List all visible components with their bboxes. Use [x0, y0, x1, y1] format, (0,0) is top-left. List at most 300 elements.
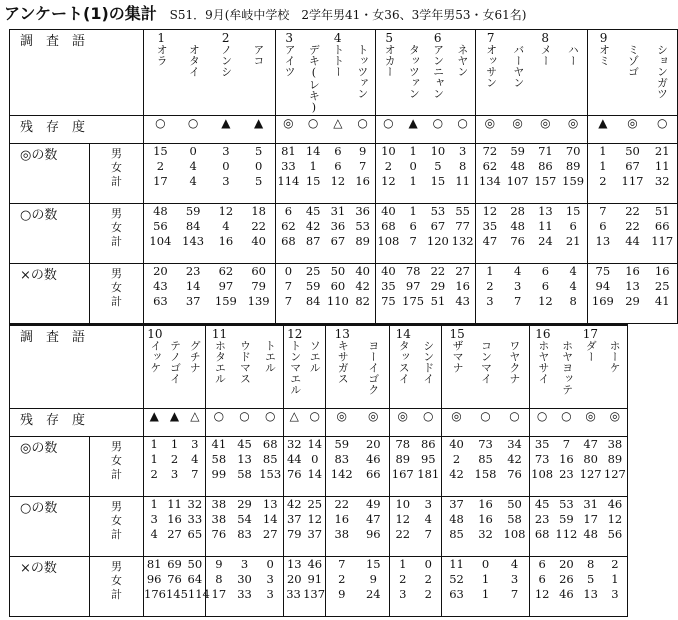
survival-symbols — [144, 409, 205, 423]
count-value: 12 — [538, 294, 553, 308]
survival-symbols — [206, 409, 283, 423]
count-value: 20 — [286, 572, 302, 586]
circle-values — [376, 204, 475, 249]
cross-values — [442, 557, 529, 602]
cross-values — [476, 264, 587, 309]
count-value: 117 — [651, 234, 674, 248]
total-values — [530, 587, 627, 602]
survival-symbol: ○ — [357, 116, 368, 130]
count-value: 167 — [391, 467, 414, 481]
word-number: 8 — [541, 31, 549, 45]
count-value: 2 — [170, 452, 179, 466]
count-value: 7 — [510, 587, 519, 601]
gender-female: 女 — [111, 281, 122, 294]
double-circle-values — [276, 144, 375, 189]
survival-symbol: ▲ — [149, 409, 159, 423]
survival-symbol: ◎ — [585, 409, 596, 423]
word-block — [476, 30, 588, 116]
cross-label — [10, 264, 89, 283]
gender-label-cell — [90, 557, 144, 617]
count-value: 175 — [402, 294, 425, 308]
count-value: 6 — [409, 219, 417, 233]
count-value: 14 — [305, 144, 321, 158]
count-value: 159 — [562, 174, 585, 188]
count-value: 1 — [481, 572, 490, 586]
circle-row — [10, 204, 678, 264]
count-value: 83 — [237, 527, 252, 541]
word-label-cell — [10, 30, 144, 116]
count-value: 40 — [355, 264, 370, 278]
word-text: トエル — [263, 340, 277, 373]
word-text: デキ(レキ) — [307, 44, 321, 114]
count-value: 17 — [153, 174, 168, 188]
word-block — [442, 325, 530, 409]
survival-block — [144, 116, 276, 144]
count-value: 0 — [311, 452, 319, 466]
count-value: 0 — [424, 557, 432, 571]
count-value: 43 — [153, 279, 168, 293]
male-values — [530, 497, 627, 512]
count-value: 62 — [281, 219, 296, 233]
count-value: 20 — [559, 557, 574, 571]
word-text: ノンシ — [219, 44, 233, 77]
survival-block — [530, 409, 628, 437]
count-value: 76 — [167, 572, 182, 586]
survey-word — [450, 32, 474, 99]
male-values — [390, 437, 441, 452]
word-text: ホーケ — [608, 340, 622, 373]
survival-symbol: ◎ — [540, 116, 551, 130]
survival-symbol: △ — [289, 409, 299, 423]
female-values — [442, 512, 529, 527]
count-value: 27 — [455, 264, 470, 278]
gender-label-cell — [90, 144, 144, 204]
count-value: 28 — [510, 204, 525, 218]
word-text: ハー — [566, 44, 580, 66]
count-value: 107 — [506, 174, 529, 188]
count-value: 76 — [211, 527, 227, 541]
count-value: 24 — [365, 587, 381, 601]
double-circle-block — [144, 144, 276, 204]
count-value: 29 — [237, 497, 252, 511]
count-value: 78 — [395, 437, 411, 451]
word-block — [390, 325, 442, 409]
count-value: 15 — [305, 174, 321, 188]
count-value: 5 — [434, 159, 442, 173]
count-value: 84 — [305, 294, 321, 308]
count-value: 87 — [305, 234, 321, 248]
count-value: 176 — [144, 587, 166, 601]
count-value: 17 — [211, 587, 227, 601]
count-value: 15 — [153, 144, 168, 158]
count-value: 3 — [191, 437, 199, 451]
female-values — [530, 512, 627, 527]
male-values — [588, 264, 677, 279]
double-circle-block — [326, 437, 390, 497]
count-value: 6 — [541, 264, 550, 278]
count-value: 48 — [153, 204, 168, 218]
count-value: 35 — [482, 219, 498, 233]
total-values — [144, 174, 275, 189]
male-values — [144, 497, 205, 512]
count-value: 3 — [266, 572, 274, 586]
count-value: 34 — [507, 437, 522, 451]
word-text: コンマイ — [479, 340, 493, 384]
word-text: ミゾゴ — [626, 44, 640, 77]
total-values — [588, 294, 677, 309]
survival-symbol: ○ — [309, 409, 320, 423]
survival-symbol: ◎ — [627, 116, 638, 130]
word-number: 16 — [535, 327, 551, 341]
word-text: イッケ — [148, 340, 162, 373]
count-value: 2 — [486, 279, 494, 293]
total-values — [144, 467, 205, 482]
male-values — [144, 557, 205, 572]
word-text: オカー — [383, 44, 397, 77]
cross-label-cell — [10, 557, 90, 617]
count-value: 32 — [187, 497, 203, 511]
count-value: 33 — [281, 159, 296, 173]
female-values — [326, 512, 389, 527]
count-value: 1 — [150, 497, 158, 511]
word-text: ホヤヨッテ — [560, 340, 574, 395]
count-value: 4 — [189, 174, 197, 188]
word-text: アイツ — [283, 44, 297, 77]
count-value: 21 — [565, 234, 581, 248]
count-value: 23 — [185, 264, 201, 278]
word-group — [284, 326, 325, 395]
count-value: 114 — [277, 174, 300, 188]
survival-block — [476, 116, 588, 144]
count-value: 137 — [303, 587, 326, 601]
female-values — [588, 279, 677, 294]
count-value: 47 — [482, 234, 498, 248]
count-value: 24 — [538, 234, 553, 248]
total-values — [476, 234, 587, 249]
double-circle-block — [276, 144, 376, 204]
survival-block — [588, 116, 678, 144]
count-value: 59 — [185, 204, 201, 218]
count-value: 40 — [381, 264, 396, 278]
cross-block — [276, 264, 376, 324]
female-values — [442, 572, 529, 587]
word-number: 4 — [333, 31, 342, 45]
circle-block — [530, 497, 628, 557]
survival-symbol: ◎ — [397, 409, 408, 423]
count-value: 10 — [430, 144, 446, 158]
word-number: 6 — [433, 31, 442, 45]
count-value: 51 — [430, 294, 446, 308]
count-value: 4 — [191, 452, 199, 466]
count-value: 89 — [607, 452, 623, 466]
count-value: 46 — [307, 557, 323, 571]
count-value: 27 — [262, 527, 278, 541]
count-value: 12 — [381, 174, 396, 188]
word-block — [206, 325, 284, 409]
count-value: 16 — [478, 512, 493, 526]
survival-symbols — [284, 409, 325, 423]
cross-label-cell — [10, 264, 90, 324]
count-value: 31 — [583, 497, 598, 511]
circle-block — [206, 497, 284, 557]
count-value: 42 — [507, 452, 522, 466]
word-block — [276, 30, 376, 116]
count-value: 13 — [625, 279, 640, 293]
word-block — [530, 325, 628, 409]
count-value: 6 — [541, 279, 550, 293]
count-value: 7 — [562, 437, 571, 451]
count-value: 6 — [334, 159, 342, 173]
count-value: 76 — [286, 467, 302, 481]
count-value: 16 — [334, 512, 350, 526]
count-value: 46 — [607, 497, 623, 511]
cross-values — [144, 264, 275, 309]
word-group — [144, 30, 275, 77]
survival-label-text: 残 存 度 — [20, 413, 86, 428]
male-values — [326, 437, 389, 452]
word-text: バーヤン — [511, 44, 525, 88]
circle-values — [530, 497, 627, 542]
count-value: 0 — [481, 557, 490, 571]
count-value: 22 — [251, 219, 266, 233]
survival-symbol: ◎ — [512, 116, 523, 130]
count-value: 21 — [654, 144, 670, 158]
survey-word — [305, 328, 325, 395]
count-value: 68 — [381, 219, 396, 233]
count-value: 25 — [307, 497, 323, 511]
double-circle-values — [144, 437, 205, 482]
count-value: 82 — [355, 294, 370, 308]
total-values — [442, 587, 529, 602]
male-values — [144, 144, 275, 159]
male-values — [390, 497, 441, 512]
female-values — [390, 452, 441, 467]
survey-word — [602, 328, 626, 395]
gender-label-cell — [90, 264, 144, 324]
count-value: 81 — [281, 144, 296, 158]
gender-male: 男 — [111, 147, 122, 160]
circle-block — [442, 497, 530, 557]
male-values — [376, 144, 475, 159]
total-values — [284, 467, 325, 482]
double-circle-values — [442, 437, 529, 482]
word-text: ションガツ — [655, 44, 669, 99]
double-circle-block — [284, 437, 326, 497]
gender-female: 女 — [111, 454, 122, 467]
count-value: 14 — [262, 512, 278, 526]
male-values — [144, 437, 205, 452]
total-values — [376, 174, 475, 189]
count-value: 80 — [583, 452, 598, 466]
total-values — [390, 527, 441, 542]
count-value: 9 — [358, 144, 367, 158]
female-values — [276, 219, 375, 234]
count-value: 16 — [559, 452, 574, 466]
count-value: 60 — [330, 279, 346, 293]
count-value: 55 — [455, 204, 470, 218]
count-value: 66 — [365, 467, 381, 481]
count-value: 4 — [150, 527, 158, 541]
count-value: 3 — [222, 144, 230, 158]
count-value: 16 — [218, 234, 234, 248]
female-values — [476, 279, 587, 294]
count-value: 48 — [510, 219, 525, 233]
male-values — [376, 264, 475, 279]
count-value: 16 — [455, 279, 470, 293]
survey-word — [165, 328, 185, 384]
female-values — [476, 159, 587, 174]
female-values — [144, 159, 275, 174]
survival-symbol: ▲ — [408, 116, 418, 130]
gender-female: 女 — [111, 161, 122, 174]
total-values — [326, 467, 389, 482]
survival-symbol: ◎ — [484, 116, 496, 130]
word-text: シンドイ — [421, 340, 435, 384]
count-value: 7 — [338, 557, 346, 571]
female-values — [530, 572, 627, 587]
count-value: 1 — [309, 159, 317, 173]
count-value: 79 — [251, 279, 266, 293]
female-values — [326, 572, 389, 587]
total-values — [144, 587, 210, 602]
male-values — [376, 204, 475, 219]
survival-symbol: ▲ — [254, 116, 264, 130]
survey-subtitle: S51．9月(牟岐中学校 2学年男41・女36、3学年男53・女61名) — [169, 8, 527, 22]
survival-symbol: ◎ — [368, 409, 379, 423]
male-values — [476, 264, 587, 279]
count-value: 15 — [365, 557, 381, 571]
survival-label — [10, 116, 143, 135]
count-value: 8 — [569, 294, 577, 308]
word-number: 2 — [221, 31, 230, 45]
count-value: 96 — [146, 572, 162, 586]
survival-symbol: ○ — [239, 409, 250, 423]
count-value: 4 — [424, 512, 432, 526]
cross-row — [10, 557, 628, 617]
gender-label-cell — [90, 437, 144, 497]
count-value: 169 — [591, 294, 614, 308]
count-value: 4 — [513, 264, 522, 278]
count-value: 13 — [538, 204, 553, 218]
word-text: ホタエル — [213, 340, 227, 384]
count-value: 49 — [365, 497, 381, 511]
count-value: 14 — [307, 467, 323, 481]
female-values — [144, 512, 205, 527]
word-group — [206, 326, 283, 384]
count-value: 59 — [510, 144, 525, 158]
male-values — [476, 144, 587, 159]
circle-values — [442, 497, 529, 542]
male-values — [588, 204, 677, 219]
survival-symbol: ◎ — [609, 409, 621, 423]
total-values — [476, 294, 587, 309]
count-value: 73 — [478, 437, 493, 451]
count-value: 0 — [189, 144, 197, 158]
total-values — [206, 587, 283, 602]
word-number: 13 — [334, 327, 350, 341]
count-value: 97 — [405, 279, 421, 293]
circle-block — [144, 204, 276, 264]
male-values — [276, 144, 375, 159]
count-value: 15 — [565, 204, 581, 218]
survival-symbol: ○ — [656, 116, 668, 130]
cross-label-text: ×の数 — [20, 268, 57, 283]
count-value: 11 — [167, 497, 182, 511]
cross-values — [376, 264, 475, 309]
count-value: 8 — [586, 557, 595, 571]
count-value: 46 — [559, 587, 574, 601]
survey-word — [471, 328, 499, 384]
gender-labels — [90, 437, 143, 482]
word-text: トッツァン — [355, 44, 369, 99]
word-text: オミ — [597, 44, 611, 66]
circle-label-text: ○の数 — [20, 208, 58, 223]
circle-row — [10, 497, 628, 557]
double-circle-block — [476, 144, 588, 204]
count-value: 56 — [607, 527, 623, 541]
gender-male: 男 — [111, 207, 122, 220]
survival-label-cell — [10, 116, 144, 144]
count-value: 10 — [395, 497, 411, 511]
gender-total: 計 — [111, 235, 122, 248]
word-group — [326, 326, 389, 395]
survey-word — [358, 328, 389, 395]
gender-total: 計 — [111, 588, 122, 601]
count-value: 35 — [534, 437, 550, 451]
count-value: 12 — [330, 174, 346, 188]
count-value: 53 — [355, 219, 370, 233]
cross-values — [326, 557, 389, 602]
count-value: 20 — [153, 264, 168, 278]
total-values — [390, 467, 441, 482]
count-value: 11 — [449, 557, 464, 571]
gender-labels — [90, 497, 143, 542]
word-text: アンニャン — [431, 44, 445, 99]
survival-symbol: ◎ — [567, 116, 579, 130]
female-values — [588, 159, 677, 174]
survival-block — [376, 116, 476, 144]
count-value: 42 — [305, 219, 321, 233]
double-circle-label-cell — [10, 144, 90, 204]
count-value: 89 — [395, 452, 411, 466]
word-label-cell — [10, 325, 144, 409]
count-value: 59 — [305, 279, 321, 293]
survival-symbols — [376, 116, 475, 130]
survey-word — [504, 32, 531, 88]
count-value: 29 — [430, 279, 446, 293]
total-values — [530, 467, 627, 482]
survey-word — [531, 328, 555, 395]
count-value: 157 — [534, 174, 557, 188]
female-values — [326, 452, 389, 467]
count-value: 22 — [625, 219, 640, 233]
word-text: ザマナ — [451, 340, 465, 373]
count-value: 16 — [167, 512, 182, 526]
female-values — [144, 572, 205, 587]
survey-word — [532, 32, 559, 88]
circle-label-text: ○の数 — [20, 501, 58, 516]
count-value: 72 — [482, 144, 498, 158]
gender-labels — [90, 204, 143, 249]
count-value: 44 — [625, 234, 640, 248]
female-values — [144, 452, 205, 467]
count-value: 78 — [405, 264, 421, 278]
count-value: 158 — [474, 467, 497, 481]
count-value: 0 — [409, 159, 417, 173]
count-value: 8 — [458, 159, 467, 173]
page-title — [4, 1, 526, 27]
count-value: 1 — [409, 204, 417, 218]
